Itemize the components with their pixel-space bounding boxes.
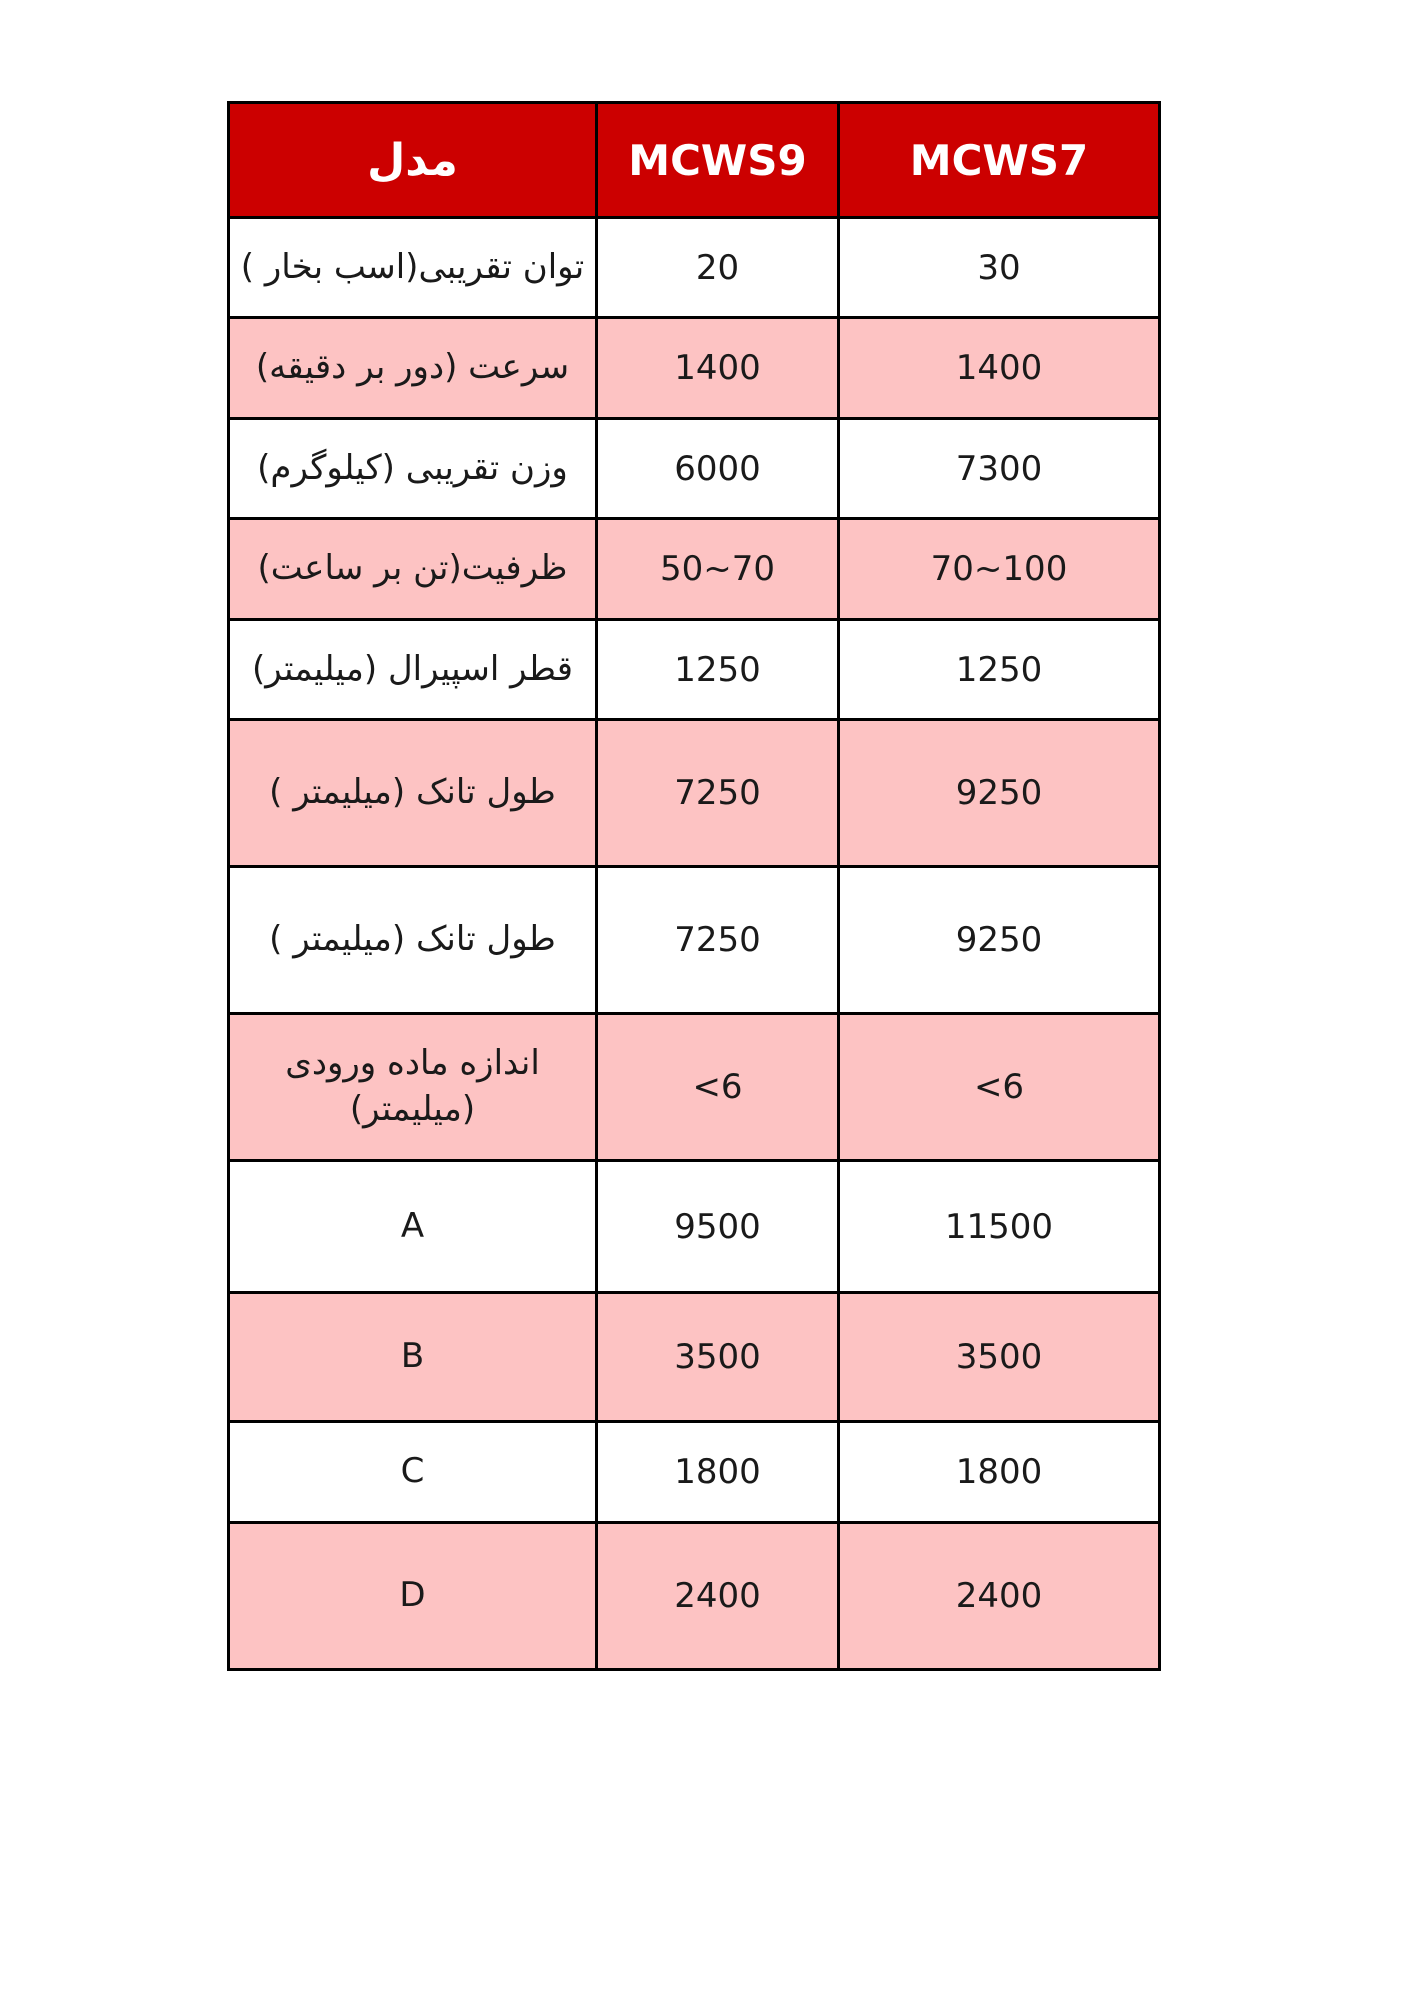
row-value-mcws7: 1400	[839, 318, 1160, 419]
row-label: A	[229, 1161, 597, 1293]
row-value-mcws7: 11500	[839, 1161, 1160, 1293]
row-value-mcws7: 30	[839, 218, 1160, 318]
row-label: اندازه ماده ورودی (میلیمتر)	[229, 1014, 597, 1161]
header-mcws9: MCWS9	[597, 103, 839, 218]
row-value-mcws9: <6	[597, 1014, 839, 1161]
row-label: ظرفیت(تن بر ساعت)	[229, 519, 597, 620]
row-value-mcws7: 2400	[839, 1523, 1160, 1670]
row-value-mcws9: 9500	[597, 1161, 839, 1293]
table-row	[229, 318, 1160, 419]
table-row	[229, 218, 1160, 318]
row-value-mcws9: 7250	[597, 867, 839, 1014]
row-label: C	[229, 1422, 597, 1523]
row-value-mcws7: 9250	[839, 867, 1160, 1014]
table-row	[229, 1523, 1160, 1670]
row-value-mcws7: 3500	[839, 1293, 1160, 1422]
row-label: طول تانک (میلیمتر )	[229, 867, 597, 1014]
table-header-row	[229, 103, 1160, 218]
row-label: سرعت (دور بر دقیقه)	[229, 318, 597, 419]
header-mcws7: MCWS7	[839, 103, 1160, 218]
table-row	[229, 867, 1160, 1014]
row-label: طول تانک (میلیمتر )	[229, 720, 597, 867]
row-value-mcws9: 1400	[597, 318, 839, 419]
row-value-mcws7: 1800	[839, 1422, 1160, 1523]
row-value-mcws9: 50~70	[597, 519, 839, 620]
row-value-mcws7: 7300	[839, 419, 1160, 519]
row-value-mcws7: <6	[839, 1014, 1160, 1161]
table-row	[229, 1014, 1160, 1161]
row-label: توان تقریبی(اسب بخار )	[229, 218, 597, 318]
row-value-mcws9: 2400	[597, 1523, 839, 1670]
row-value-mcws9: 1800	[597, 1422, 839, 1523]
row-value-mcws9: 1250	[597, 620, 839, 720]
row-value-mcws9: 7250	[597, 720, 839, 867]
table-row	[229, 519, 1160, 620]
row-label: D	[229, 1523, 597, 1670]
row-value-mcws7: 9250	[839, 720, 1160, 867]
row-label: قطر اسپیرال (میلیمتر)	[229, 620, 597, 720]
table-row	[229, 720, 1160, 867]
row-label: وزن تقریبی (کیلوگرم)	[229, 419, 597, 519]
table-row	[229, 620, 1160, 720]
row-value-mcws9: 6000	[597, 419, 839, 519]
spec-table	[227, 101, 1161, 1671]
header-model-label: مدل	[229, 103, 597, 218]
table-row	[229, 1293, 1160, 1422]
table-row	[229, 1161, 1160, 1293]
row-value-mcws9: 20	[597, 218, 839, 318]
table-row	[229, 1422, 1160, 1523]
row-label: B	[229, 1293, 597, 1422]
row-value-mcws7: 1250	[839, 620, 1160, 720]
row-value-mcws7: 70~100	[839, 519, 1160, 620]
row-value-mcws9: 3500	[597, 1293, 839, 1422]
table-row	[229, 419, 1160, 519]
